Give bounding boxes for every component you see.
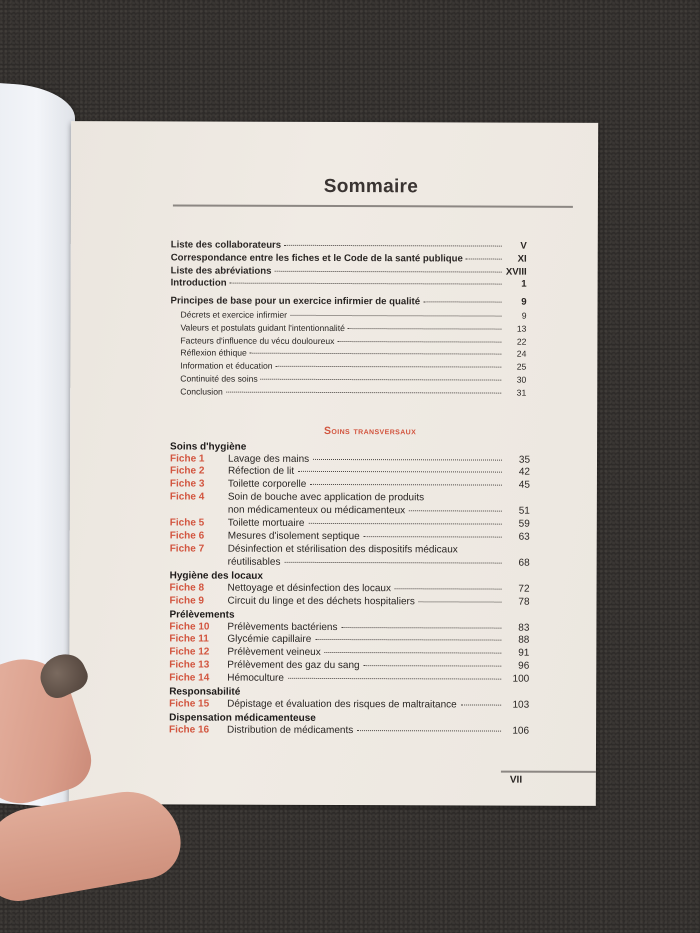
group-title: Dispensation médicamenteuse bbox=[169, 712, 316, 724]
fiche-tag: Fiche 1 bbox=[169, 452, 205, 465]
fiche-entry: Fiche 5 Toilette mortuaire 59 bbox=[169, 517, 530, 530]
fiche-tag: Fiche 10 bbox=[169, 620, 210, 633]
title-rule bbox=[173, 204, 573, 207]
toc-entry: Liste des collaborateurs V bbox=[170, 239, 527, 252]
fiche-tag: Fiche 14 bbox=[169, 672, 210, 684]
toc-subentry: Conclusion 31 bbox=[180, 386, 527, 398]
section-title: Soins transversaux bbox=[324, 424, 417, 437]
toc-content bbox=[169, 175, 571, 738]
fiche-entry: Fiche 15 Dépistage et évaluation des risques de maltraitance 103 bbox=[169, 698, 530, 711]
page-title: Sommaire bbox=[323, 175, 419, 198]
toc-subentry: Facteurs d'influence du vécu douloureux 22 bbox=[180, 335, 527, 347]
toc-entry: Introduction 1 bbox=[170, 277, 527, 291]
fiche-entry: Fiche 16 Distribution de médicaments 106 bbox=[169, 724, 530, 737]
fiche-entry: Fiche 6 Mesures d'isolement septique 63 bbox=[169, 530, 530, 543]
toc-entry-principles: Principes de base pour un exercice infirmier de qualité 9 bbox=[170, 295, 527, 308]
toc-subentry: Valeurs et postulats guidant l'intentionnalité 13 bbox=[180, 322, 527, 334]
front-matter-list bbox=[170, 239, 527, 399]
page-number: VII bbox=[509, 774, 523, 786]
group-title: Hygiène des locaux bbox=[169, 570, 264, 582]
toc-entry: Correspondance entre les fiches et le Code de la santé publique XI bbox=[170, 252, 527, 265]
fiche-entry: Fiche 2 Réfection de lit 42 bbox=[169, 465, 530, 479]
fiche-list bbox=[169, 440, 530, 739]
toc-subentry: Décrets et exercice infirmier 9 bbox=[180, 309, 527, 321]
fiche-tag: Fiche 4 bbox=[169, 491, 205, 503]
fiche-entry: Fiche 14 Hémoculture 100 bbox=[169, 672, 530, 685]
fiche-entry: Fiche 12 Prélèvement veineux 91 bbox=[169, 646, 530, 660]
fiche-tag: Fiche 13 bbox=[169, 659, 210, 671]
toc-subentry: Réflexion éthique 24 bbox=[180, 347, 527, 360]
fiche-tag: Fiche 9 bbox=[169, 595, 205, 607]
fiche-tag: Fiche 12 bbox=[169, 646, 210, 658]
fiche-entry: Fiche 3 Toilette corporelle 45 bbox=[169, 478, 530, 492]
toc-subentry: Information et éducation 25 bbox=[180, 360, 527, 372]
toc-subentry: Continuité des soins 30 bbox=[180, 373, 527, 385]
fiche-tag: Fiche 16 bbox=[169, 724, 210, 736]
fiche-entry: Fiche 4 Soin de bouche avec application de produits non médicamenteux ou médicamenteux 51 bbox=[169, 491, 530, 517]
group-title: Responsabilité bbox=[169, 686, 241, 698]
toc-entry: Liste des abréviations XVIII bbox=[170, 265, 527, 278]
fiche-entry: Fiche 1 Lavage des mains 35 bbox=[169, 452, 531, 466]
fiche-tag: Fiche 7 bbox=[169, 543, 205, 555]
fiche-entry: Fiche 13 Prélèvement des gaz du sang 96 bbox=[169, 659, 530, 672]
book-page bbox=[69, 121, 598, 806]
fiche-tag: Fiche 5 bbox=[169, 517, 205, 529]
fiche-entry: Fiche 7 Désinfection et stérilisation des dispositifs médicaux réutilisables 68 bbox=[169, 543, 530, 569]
footer-rule bbox=[501, 771, 596, 773]
fiche-entry: Fiche 10 Prélèvements bactériens 83 bbox=[169, 620, 530, 634]
group-title: Soins d'hygiène bbox=[170, 440, 247, 453]
group-title: Prélèvements bbox=[169, 608, 235, 621]
fiche-entry: Fiche 9 Circuit du linge et des déchets hospitaliers 78 bbox=[169, 595, 530, 608]
fiche-tag: Fiche 15 bbox=[169, 698, 210, 710]
fiche-tag: Fiche 3 bbox=[169, 478, 205, 490]
fiche-entry: Fiche 11 Glycémie capillaire 88 bbox=[169, 633, 530, 647]
fiche-tag: Fiche 2 bbox=[169, 465, 205, 478]
fiche-tag: Fiche 11 bbox=[169, 633, 209, 646]
fiche-entry: Fiche 8 Nettoyage et désinfection des locaux 72 bbox=[169, 582, 530, 595]
fiche-tag: Fiche 8 bbox=[169, 582, 205, 594]
fiche-tag: Fiche 6 bbox=[169, 530, 205, 542]
